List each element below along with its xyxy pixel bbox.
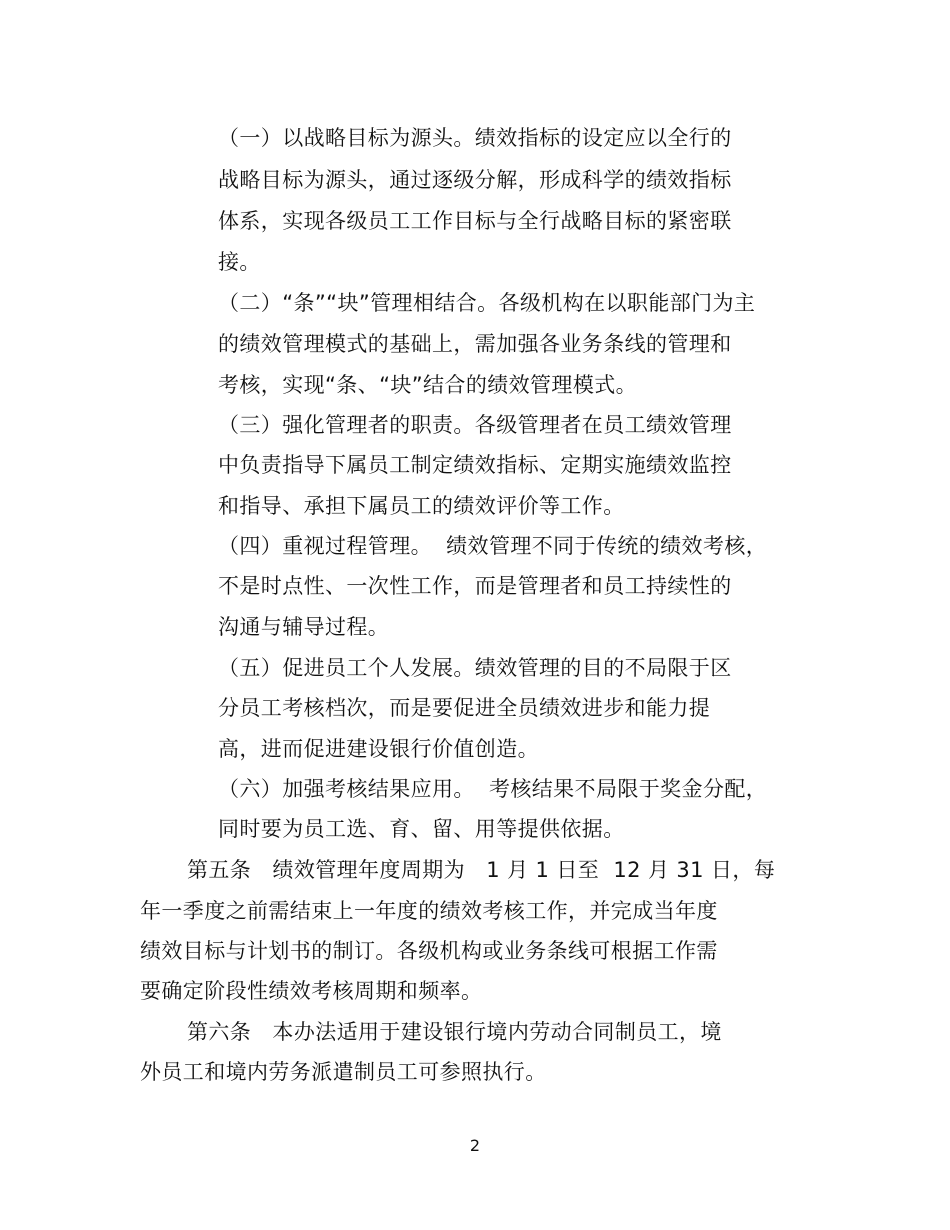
article-line: 年一季度之前需结束上一年度的绩效考核工作，并完成当年度 bbox=[140, 899, 718, 923]
paragraph-line: （一）以战略目标为源头。绩效指标的设定应以全行的 bbox=[218, 126, 732, 150]
paragraph-line: 考核，实现“条、“块”结合的绩效管理模式。 bbox=[218, 373, 638, 397]
paragraph-line: 战略目标为源头，通过逐级分解，形成科学的绩效指标 bbox=[218, 168, 732, 192]
article-line: 要确定阶段性绩效考核周期和频率。 bbox=[140, 979, 483, 1003]
paragraph-line: 的绩效管理模式的基础上，需加强各业务条线的管理和 bbox=[218, 332, 732, 356]
article-line: 第六条 本办法适用于建设银行境内劳动合同制员工，境 bbox=[187, 1020, 722, 1044]
paragraph-line: （六）加强考核结果应用。 考核结果不局限于奖金分配， bbox=[218, 777, 768, 801]
article-line: 绩效目标与计划书的制订。各级机构或业务条线可根据工作需 bbox=[140, 939, 718, 963]
article-line: 外员工和境内劳务派遣制员工可参照执行。 bbox=[140, 1060, 547, 1084]
page-number: 2 bbox=[469, 1136, 481, 1155]
paragraph-line: 和指导、承担下属员工的绩效评价等工作。 bbox=[218, 494, 625, 518]
paragraph-line: （三）强化管理者的职责。各级管理者在员工绩效管理 bbox=[218, 413, 732, 437]
paragraph-line: 沟通与辅导过程。 bbox=[218, 615, 390, 639]
paragraph-line: 高，进而促进建设银行价值创造。 bbox=[218, 737, 539, 761]
article-line: 第五条 绩效管理年度周期为 1 月 1 日至 12 月 31 日，每 bbox=[187, 858, 776, 882]
paragraph-line: 同时要为员工选、育、留、用等提供依据。 bbox=[218, 817, 625, 841]
paragraph-line: 不是时点性、一次性工作，而是管理者和员工持续性的 bbox=[218, 574, 732, 598]
paragraph-line: 分员工考核档次，而是要促进全员绩效进步和能力提 bbox=[218, 696, 711, 720]
paragraph-line: （二）“条”“块”管理相结合。各级机构在以职能部门为主 bbox=[218, 291, 756, 315]
paragraph-line: 接。 bbox=[218, 250, 261, 274]
paragraph-line: 体系，实现各级员工工作目标与全行战略目标的紧密联 bbox=[218, 209, 732, 233]
paragraph-line: （五）促进员工个人发展。绩效管理的目的不局限于区 bbox=[218, 656, 732, 680]
paragraph-line: （四）重视过程管理。 绩效管理不同于传统的绩效考核， bbox=[218, 534, 768, 558]
paragraph-line: 中负责指导下属员工制定绩效指标、定期实施绩效监控 bbox=[218, 453, 732, 477]
